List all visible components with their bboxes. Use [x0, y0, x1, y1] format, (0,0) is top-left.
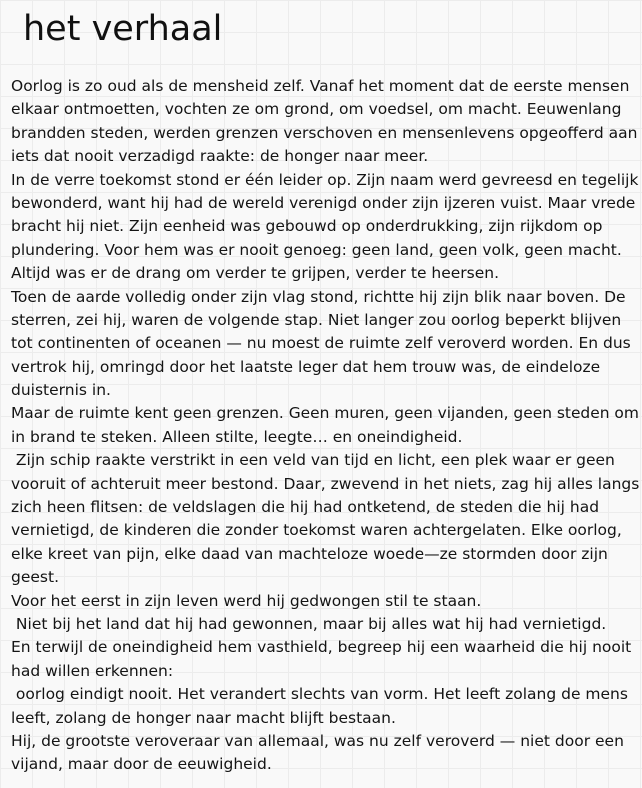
story-line: tot continenten of oceanen — nu moest de ruimte zelf veroverd worden. En dus [11, 334, 631, 353]
story-line: Altijd was er de drang om verder te grijpen, verder te heersen. [11, 264, 500, 283]
story-line: Toen de aarde volledig onder zijn vlag stond, richtte hij zijn blik naar boven. De [11, 287, 626, 306]
story-line: vernietigd, de kinderen die zonder toekomst waren achtergelaten. Elke oorlog, [11, 521, 622, 540]
story-line: elke kreet van pijn, elke daad van machteloze woede—ze stormden door zijn [11, 544, 608, 563]
story-line: had willen erkennen: [11, 661, 174, 680]
story-line: Zijn schip raakte verstrikt in een veld van tijd en licht, een plek waar er geen [11, 451, 615, 470]
story-line: Hij, de grootste veroveraar van allemaal, was nu zelf veroverd — niet door een [11, 731, 624, 750]
story-line: bewonderd, want hij had de wereld verenigd onder zijn ijzeren vuist. Maar vrede [11, 193, 636, 212]
story-line: vooruit of achteruit meer bestond. Daar, zwevend in het niets, zag hij alles langs [11, 474, 640, 493]
story-line: in brand te steken. Alleen stilte, leegte… en oneindigheid. [11, 427, 463, 446]
story-text [11, 75, 640, 777]
story-line: elkaar ontmoetten, vochten ze om grond, om voedsel, om macht. Eeuwenlang [11, 100, 622, 119]
story-line: Oorlog is zo oud als de mensheid zelf. Vanaf het moment dat de eerste mensen [11, 77, 630, 95]
story-line: iets dat nooit verzadigd raakte: de honger naar meer. [11, 147, 429, 166]
page-title: het verhaal [23, 9, 223, 49]
story-line: In de verre toekomst stond er één leider op. Zijn naam werd gevreesd en tegelijk [11, 170, 639, 189]
story-line: bracht hij niet. Zijn eenheid was gebouwd op onderdrukking, zijn rijkdom op [11, 217, 603, 236]
story-line: Niet bij het land dat hij had gewonnen, maar bij alles wat hij had vernietigd. [11, 614, 607, 633]
story-line: vertrok hij, omringd door het laatste leger dat hem trouw was, de eindeloze [11, 357, 601, 376]
story-line: geest. [11, 568, 59, 587]
story-line: zich heen flitsen: de veldslagen die hij had ontketend, de steden die hij had [11, 498, 600, 517]
story-line: Voor het eerst in zijn leven werd hij gedwongen stil te staan. [11, 591, 482, 610]
story-line: duisternis in. [11, 381, 111, 400]
story-line: brandden steden, werden grenzen verschoven en mensenlevens opgeofferd aan [11, 123, 638, 142]
story-line: Maar de ruimte kent geen grenzen. Geen muren, geen vijanden, geen steden om [11, 404, 639, 423]
story-line: vijand, maar door de eeuwigheid. [11, 755, 272, 774]
story-line: leeft, zolang de honger naar macht blijft bestaan. [11, 708, 396, 727]
story-line: sterren, zei hij, waren de volgende stap. Niet langer zou oorlog beperkt blijven [11, 310, 622, 329]
story-line: En terwijl de oneindigheid hem vasthield, begreep hij een waarheid die hij nooit [11, 638, 632, 657]
story-line: plundering. Voor hem was er nooit genoeg: geen land, geen volk, geen macht. [11, 240, 622, 259]
story-line: oorlog eindigt nooit. Het verandert slechts van vorm. Het leeft zolang de mens [11, 685, 628, 704]
